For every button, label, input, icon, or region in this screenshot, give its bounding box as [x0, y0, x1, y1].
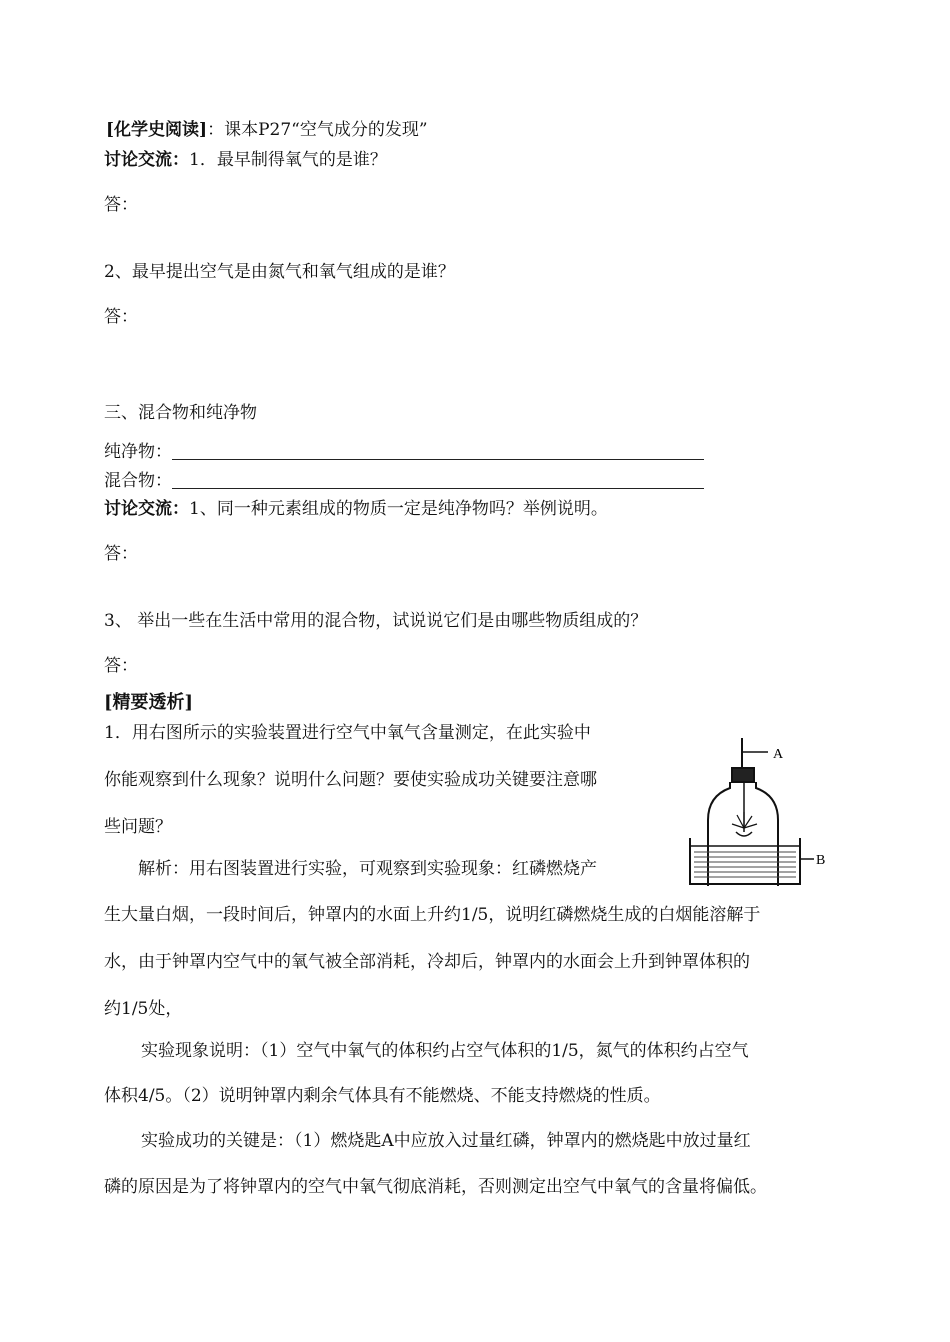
analysis-paragraph-line: 生大量白烟，一段时间后，钟罩内的水面上升约1/5，说明红磷燃烧生成的白烟能溶解于	[104, 905, 761, 925]
discussion-label: 讨论交流：	[104, 499, 189, 519]
label-a: A	[773, 747, 784, 762]
analysis-paragraph-line: 磷的原因是为了将钟罩内的空气中氧气彻底消耗，否则测定出空气中氧气的含量将偏低。	[104, 1177, 767, 1197]
mixture-label: 混合物：	[104, 471, 172, 491]
analysis-paragraph-line: 实验成功的关键是：（1）燃烧匙A中应放入过量红磷，钟罩内的燃烧匙中放过量红	[141, 1131, 751, 1151]
mixture-line	[104, 470, 704, 492]
answer-label: 答：	[104, 307, 138, 327]
analysis-question-line: 1．用右图所示的实验装置进行空气中氧气含量测定，在此实验中	[104, 723, 591, 743]
pure-substance-label: 纯净物：	[104, 442, 172, 462]
analysis-paragraph-line: 水，由于钟罩内空气中的氧气被全部消耗，冷却后，钟罩内的水面会上升到钟罩体积的	[104, 952, 750, 972]
analysis-heading: [精要透析]	[104, 692, 194, 713]
history-reading-label: [化学史阅读]	[106, 120, 208, 140]
fill-in-blank	[172, 471, 704, 489]
fill-in-blank	[172, 442, 704, 460]
answer-label: 答：	[104, 656, 138, 676]
analysis-paragraph-line: 解析：用右图装置进行实验，可观察到实验现象：红磷燃烧产	[138, 859, 597, 879]
answer-label: 答：	[104, 195, 138, 215]
analysis-question-line: 些问题？	[104, 817, 172, 837]
history-reading-line	[106, 119, 428, 141]
discussion-label: 讨论交流：	[104, 150, 189, 170]
bell-jar-apparatus-figure	[682, 736, 830, 888]
discussion-question-3: 3、 举出一些在生活中常用的混合物，试说说它们是由哪些物质组成的？	[104, 611, 648, 631]
analysis-paragraph-line: 实验现象说明：（1）空气中氧气的体积约占空气体积的1/5，氮气的体积约占空气	[141, 1041, 749, 1061]
history-reading-text: ：课本P27“空气成分的发现”	[207, 120, 428, 140]
analysis-question-line: 你能观察到什么现象？说明什么问题？要使实验成功关键要注意哪	[104, 770, 597, 790]
answer-label: 答：	[104, 544, 138, 564]
question-text: 1．最早制得氧气的是谁？	[189, 150, 387, 170]
discussion-question-1	[104, 498, 608, 520]
discussion-question-2: 2、最早提出空气是由氮气和氧气组成的是谁？	[104, 262, 455, 282]
label-b: B	[816, 853, 826, 868]
question-text: 1、同一种元素组成的物质一定是纯净物吗？举例说明。	[189, 499, 608, 519]
analysis-paragraph-line: 体积4/5。（2）说明钟罩内剩余气体具有不能燃烧、不能支持燃烧的性质。	[104, 1086, 661, 1106]
section-title: 三、混合物和纯净物	[104, 403, 257, 423]
pure-substance-line	[104, 441, 704, 463]
discussion-question-1	[104, 149, 387, 171]
analysis-paragraph-line: 约1/5处，	[104, 999, 183, 1019]
